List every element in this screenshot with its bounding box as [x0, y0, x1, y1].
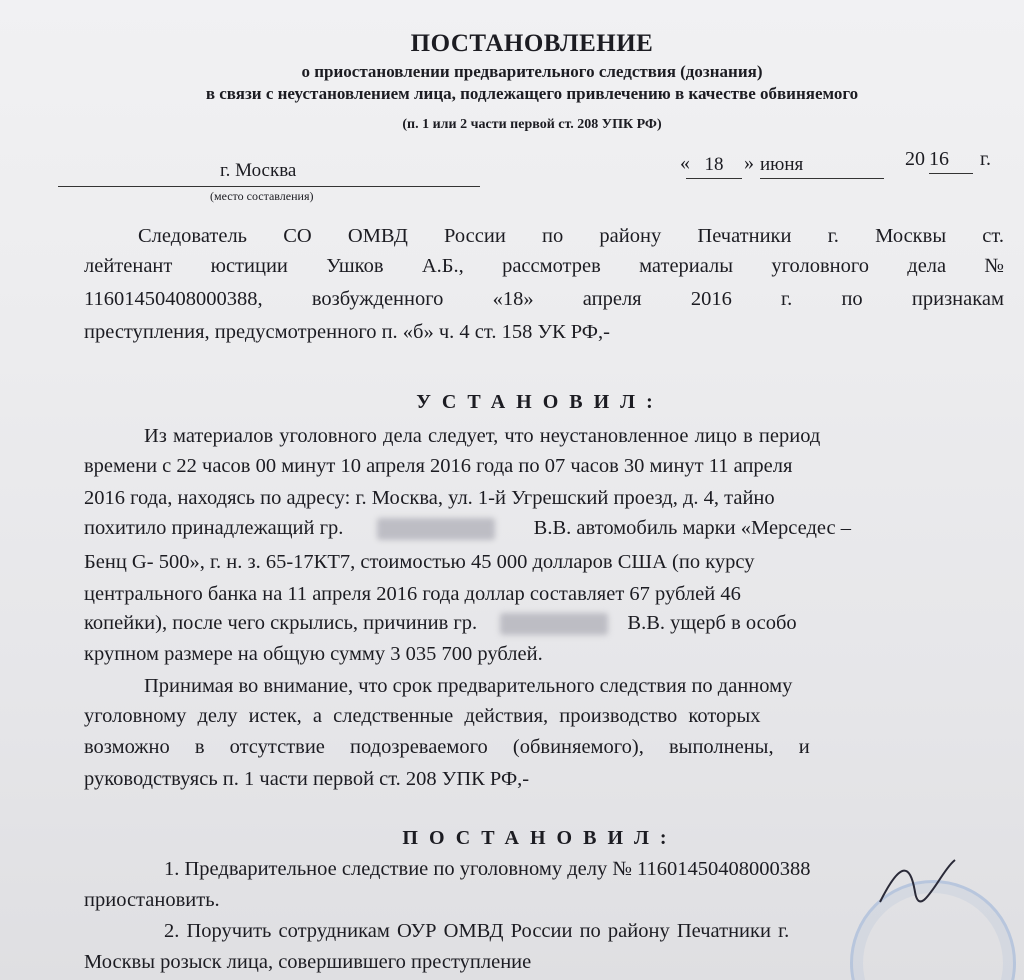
redacted-name [377, 518, 495, 540]
intro-word: признакам [911, 288, 1004, 310]
established-line-7-after: В.В. ущерб в особо [627, 612, 797, 634]
established-line-6: центрального банка на 11 апреля 2016 года доллар составляет 67 рублей 46 [84, 583, 741, 605]
date-open-quote: « [680, 152, 690, 174]
document-subtitle-1: о приостановлении предварительного следствия (дознания) [301, 62, 763, 81]
document-title: ПОСТАНОВЛЕНИЕ [410, 30, 654, 57]
intro-word: юстиции [210, 255, 288, 277]
document-subtitle-3: (п. 1 или 2 части первой ст. 208 УПК РФ) [402, 117, 662, 132]
intro-word: Ушков [326, 255, 384, 277]
intro-word: СО [283, 225, 312, 247]
intro-line-4: преступления, предусмотренного п. «б» ч. 4 ст. 158 УК РФ,- [84, 321, 610, 343]
intro-word: г. [827, 225, 839, 247]
established-line-4-after: В.В. автомобиль марки «Мерседес – [533, 517, 851, 539]
established-line-2: времени с 22 часов 00 минут 10 апреля 2016 года по 07 часов 30 минут 11 апреля [84, 455, 793, 477]
decided-item-2-line-1: 2. Поручить сотрудникам ОУР ОМВД России по району Печатники г. [164, 920, 790, 942]
intro-word: уголовного [771, 255, 869, 277]
intro-word: апреля [582, 288, 642, 310]
intro-word: по [841, 288, 863, 310]
intro-word: ст. [982, 225, 1004, 247]
intro-word: Печатники [697, 225, 792, 247]
established-line-7-before: копейки), после чего скрылись, причинив гр. [84, 612, 478, 634]
date-close-quote: » [744, 152, 754, 174]
intro-word: Следователь [138, 225, 248, 247]
date-day: 18 [686, 154, 742, 179]
date-year-suffix: 16 [929, 148, 973, 174]
decided-item-2-line-2: Москвы розыск лица, совершившего преступление [84, 951, 532, 973]
intro-word: № [984, 255, 1004, 277]
intro-word: А.Б., [421, 255, 464, 277]
intro-word: возбужденного [311, 288, 444, 310]
intro-word: ОМВД [347, 225, 408, 247]
date-month: июня [760, 154, 884, 179]
established-p2-line-1: Принимая во внимание, что срок предварительного следствия по данному [144, 675, 793, 697]
intro-word: Москвы [875, 225, 947, 247]
established-line-1: Из материалов уголовного дела следует, что неустановленное лицо в период [144, 425, 821, 447]
established-p2-line-2: уголовному делу истек, а следственные действия, производство которых [84, 705, 761, 727]
established-p2-line-3: возможно в отсутствие подозреваемого (обвиняемого), выполнены, и [84, 736, 810, 758]
established-line-5: Бенц G- 500», г. н. з. 65-17КТ7, стоимостью 45 000 долларов США (по курсу [84, 551, 755, 573]
intro-line-1 [138, 226, 1004, 247]
signature-stroke [870, 852, 960, 912]
date-year-prefix: 20 [905, 148, 925, 170]
intro-word: дела [907, 255, 947, 277]
established-heading: УСТАНОВИЛ: [416, 391, 664, 413]
intro-line-2 [84, 256, 1004, 277]
decided-heading: ПОСТАНОВИЛ: [402, 827, 678, 849]
document-subtitle-2: в связи с неустановлением лица, подлежащего привлечению в качестве обвиняемого [205, 84, 859, 103]
intro-word: г. [781, 288, 793, 310]
established-p2-line-4: руководствуясь п. 1 части первой ст. 208 УПК РФ,- [84, 768, 530, 790]
intro-word: 2016 [690, 288, 732, 310]
intro-word: по [541, 225, 564, 247]
established-line-7 [84, 613, 1004, 635]
established-line-8: крупном размере на общую сумму 3 035 700 рублей. [84, 643, 543, 665]
place-underline [58, 186, 480, 187]
redacted-name [500, 613, 608, 635]
decided-item-1-line-1: 1. Предварительное следствие по уголовному делу № 11601450408000388 [164, 858, 811, 880]
intro-word: материалы [639, 255, 734, 277]
date-year-unit: г. [980, 148, 991, 170]
intro-word: «18» [492, 288, 534, 310]
place-caption: (место составления) [210, 189, 314, 203]
established-line-4-before: похитило принадлежащий гр. [84, 517, 344, 539]
intro-word: 11601450408000388, [84, 288, 263, 310]
intro-word: району [599, 225, 662, 247]
established-line-4 [84, 518, 1004, 540]
intro-word: России [444, 225, 506, 247]
intro-line-3 [84, 289, 1004, 310]
place-value: г. Москва [220, 160, 297, 181]
decided-item-1-line-2: приостановить. [84, 889, 220, 911]
intro-word: лейтенант [84, 255, 173, 277]
intro-word: рассмотрев [502, 255, 601, 277]
established-line-3: 2016 года, находясь по адресу: г. Москва, ул. 1-й Угрешский проезд, д. 4, тайно [84, 487, 775, 509]
